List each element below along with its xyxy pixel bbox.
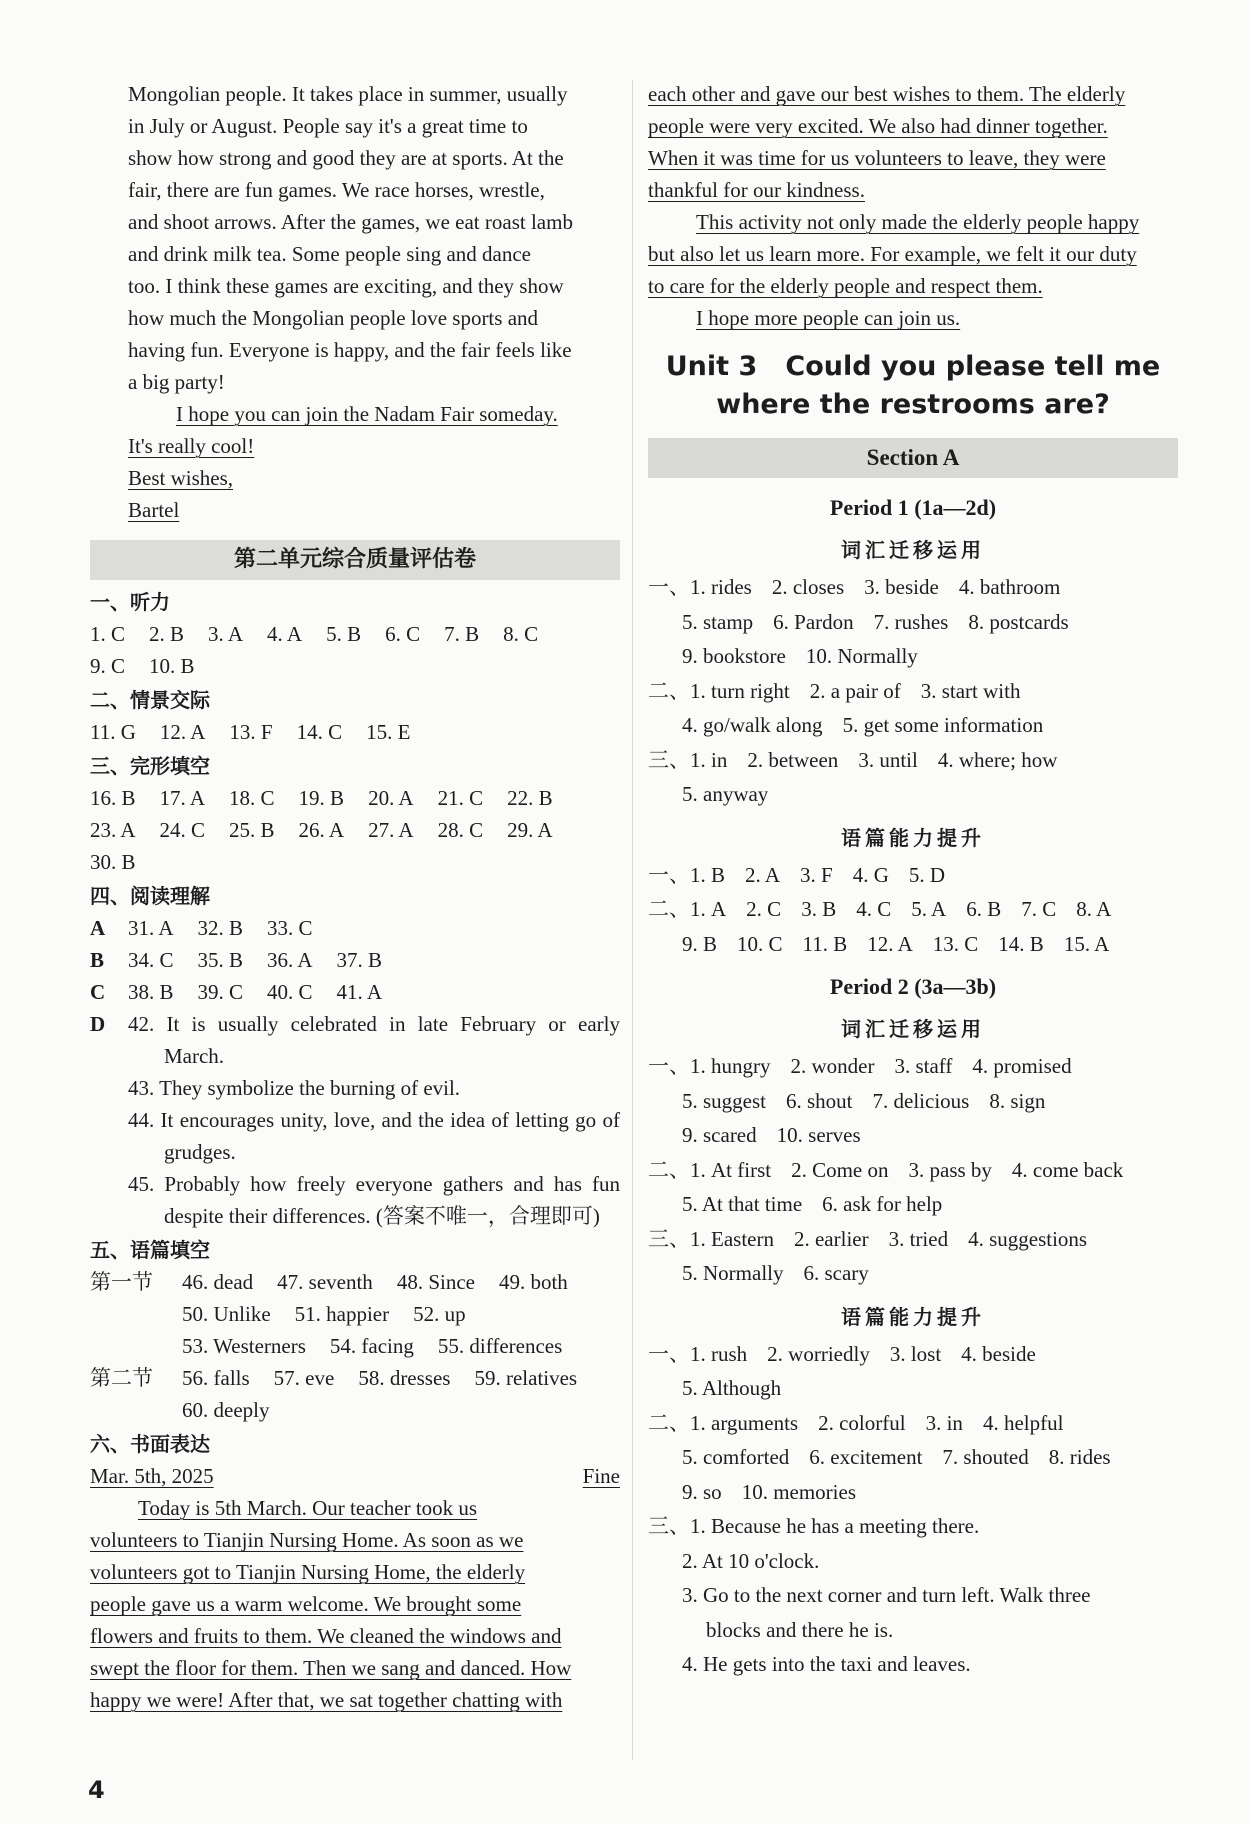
answer-row [648, 927, 1178, 962]
answer: 5. get some information [842, 713, 1044, 737]
answer: 5. Although [682, 1376, 782, 1400]
signature-text: Bartel [128, 498, 180, 522]
answer-row [648, 1371, 1178, 1406]
answer: 3. start with [920, 678, 1021, 703]
answer: 8. C [503, 622, 539, 646]
answer: 53. Westerners [182, 1334, 306, 1358]
closing-line [128, 398, 620, 430]
answer: 21. C [437, 786, 484, 810]
answer-row [648, 858, 1178, 893]
answer: 2. B [149, 622, 185, 646]
answer: 50. Unlike [182, 1302, 271, 1326]
answer-43: 43. They symbolize the burning of evil. [128, 1076, 461, 1100]
answer-row [648, 892, 1178, 927]
essay-body [90, 78, 620, 526]
category-title: 词汇迁移运用 [841, 1017, 985, 1041]
answer: 60. deeply [182, 1398, 270, 1422]
diary-line: happy we were! After that, we sat together chatting with [90, 1688, 563, 1712]
essay-line: in July or August. People say it's a great time to [128, 114, 528, 138]
answer: 4. promised [972, 1054, 1072, 1078]
answer-row [648, 1153, 1178, 1188]
diary-line: Today is 5th March. Our teacher took us [138, 1496, 478, 1520]
answer: 2. between [747, 747, 839, 772]
answer: 23. A [90, 818, 136, 842]
diary-date: Mar. 5th, 2025 [90, 1464, 214, 1488]
answer: 二、1. A [648, 897, 727, 921]
answer: 2. At 10 o'clock. [682, 1548, 820, 1573]
answer: 9. so [682, 1479, 722, 1504]
answer: 58. dresses [358, 1366, 451, 1390]
passage-d [90, 1008, 620, 1232]
answer: 22. B [507, 786, 553, 810]
answer: 6. excitement [809, 1445, 923, 1469]
answer: 8. rides [1048, 1445, 1111, 1469]
answer: 29. A [507, 818, 553, 842]
answer: 16. B [90, 786, 136, 810]
category-title: 语篇能力提升 [841, 825, 985, 850]
answer: 39. C [197, 980, 244, 1004]
essay-line: having fun. Everyone is happy, and the fair feels like [128, 338, 572, 362]
answer-row [648, 1118, 1178, 1153]
answer: 5. Normally [682, 1261, 784, 1285]
answer: 三、1. in [648, 747, 728, 772]
answer: 40. C [267, 980, 313, 1004]
diary-line: flowers and fruits to them. We cleaned the windows and [90, 1624, 562, 1648]
diary-line: When it was time for us volunteers to leave, they were [648, 146, 1106, 170]
answer-row [648, 743, 1178, 778]
period-title: Period 1 (1a—2d) [829, 495, 997, 520]
answer-row [648, 570, 1178, 605]
passage-label: A [90, 916, 106, 940]
answer: 34. C [128, 948, 174, 972]
answer: 24. C [159, 818, 206, 842]
answer: 5. comforted [682, 1445, 790, 1469]
answer-45: 45. Probably how freely everyone gathers and has fun despite their differences. (答案不唯一，合理即可) [128, 1172, 620, 1228]
answer-row [648, 777, 1178, 812]
answer: 30. B [90, 850, 136, 874]
answer: 一、1. hungry [648, 1054, 771, 1078]
answer: 3. staff [894, 1054, 953, 1078]
answer-row [648, 1440, 1178, 1475]
answer: 2. a pair of [809, 678, 901, 703]
section-title: 六、书面表达 [90, 1432, 210, 1456]
answer-row [90, 618, 620, 650]
answer: 46. dead [182, 1270, 254, 1294]
passage-label: B [90, 948, 105, 972]
diary-line: volunteers to Tianjin Nursing Home. As soon as we [90, 1528, 524, 1552]
answer-row [90, 650, 620, 682]
answer: 14. B [998, 931, 1044, 956]
jie-2-answers [182, 1362, 601, 1426]
answer: 15. A [1063, 931, 1110, 956]
answer: 25. B [229, 818, 275, 842]
answer: 2. earlier [793, 1226, 869, 1251]
answer: 19. B [298, 786, 345, 810]
answer: 4. helpful [982, 1410, 1064, 1435]
signoff [128, 462, 620, 494]
passage-label: D [90, 1012, 106, 1036]
section-title: 二、情景交际 [90, 688, 210, 712]
answer: 57. eve [273, 1366, 335, 1390]
answer: 一、1. rush [648, 1341, 748, 1366]
unit-title-line: Unit 3 Could you please tell me [665, 351, 1161, 382]
answer-row [648, 1084, 1178, 1119]
answer: 3. beside [864, 575, 939, 599]
answer: 一、1. B [648, 862, 726, 887]
answer: 38. B [128, 980, 174, 1004]
answer: 二、1. turn right [648, 678, 790, 703]
answer: 31. A [128, 916, 174, 940]
answer: 56. falls [182, 1366, 250, 1390]
answer: 6. ask for help [822, 1192, 943, 1216]
answer: 41. A [336, 980, 383, 1004]
answer: 4. bathroom [958, 575, 1061, 599]
jie-1 [90, 1266, 620, 1362]
answer-row [90, 846, 620, 878]
essay-line: a big party! [128, 370, 225, 394]
jie-label: 第二节 [90, 1366, 153, 1390]
answer: 55. differences [437, 1334, 563, 1358]
answer-42: 42. It is usually celebrated in late February or early March. [128, 1012, 620, 1068]
answer: 3. Go to the next corner and turn left. Walk three [682, 1583, 1091, 1607]
answer-row [648, 1613, 1178, 1648]
answer: 5. anyway [682, 782, 769, 806]
answer: 10. B [149, 654, 195, 678]
diary-line: to care for the elderly people and respect them. [648, 274, 1043, 298]
answer: 9. bookstore [682, 644, 786, 668]
answer: 54. facing [329, 1334, 414, 1358]
hope-text: I hope more people can join us. [696, 306, 961, 330]
answer-row [648, 639, 1178, 674]
answer: 48. Since [396, 1270, 475, 1294]
answer-row [182, 1266, 592, 1298]
answer: 28. C [437, 818, 484, 842]
answer: 1. C [90, 622, 126, 646]
jie-1-answers [182, 1266, 592, 1362]
diary-line: people were very excited. We also had dinner together. [648, 114, 1108, 138]
answer: 10. memories [741, 1479, 856, 1504]
answer: 5. stamp [682, 609, 754, 634]
answer-row [648, 1222, 1178, 1257]
essay-line: Mongolian people. It takes place in summer, usually [128, 82, 568, 106]
answer: 3. in [925, 1410, 963, 1435]
section-title: 三、完形填空 [90, 754, 210, 778]
passage-label: C [90, 980, 106, 1004]
answer-row [90, 716, 620, 748]
answer: 6. shout [786, 1088, 853, 1113]
answer: 27. A [368, 818, 414, 842]
answer: 2. colorful [818, 1410, 906, 1435]
answer-row [648, 1049, 1178, 1084]
answer: 8. postcards [968, 609, 1069, 634]
answer: 4. where; how [937, 747, 1058, 772]
answer: 2. C [746, 897, 782, 921]
answer: 32. B [197, 916, 244, 940]
answer: 6. scary [803, 1261, 869, 1285]
answer: 4. beside [961, 1341, 1036, 1366]
essay-line: how much the Mongolian people love sports and [128, 306, 539, 330]
answer: 8. A [1076, 897, 1112, 921]
answer: 3. pass by [908, 1157, 992, 1182]
answer-row [90, 814, 620, 846]
answer: 三、1. Eastern [648, 1226, 774, 1251]
passage-d-answers [128, 1008, 620, 1232]
answer: 10. C [737, 931, 783, 956]
answer-row [182, 1362, 601, 1394]
answer: 3. until [858, 747, 918, 772]
answer-44: 44. It encourages unity, love, and the idea of letting go of grudges. [128, 1108, 620, 1164]
answer: 2. A [745, 862, 781, 887]
answer: 7. delicious [872, 1088, 970, 1113]
answer: 2. closes [771, 575, 845, 599]
answer: 15. E [366, 720, 411, 744]
answer-row [648, 1544, 1178, 1579]
answer: 49. both [498, 1270, 568, 1294]
closing-line [128, 430, 620, 462]
answer: 5. D [908, 862, 946, 887]
diary-line [648, 302, 1178, 334]
answer: 9. B [682, 931, 718, 956]
answer: 二、1. At first [648, 1157, 772, 1182]
answer: 7. rushes [873, 609, 949, 634]
diary-body [90, 1492, 620, 1716]
answer-row [648, 1647, 1178, 1682]
answer-row [648, 1337, 1178, 1372]
answer: 3. F [800, 862, 833, 887]
answer: 20. A [368, 786, 414, 810]
answer-row [648, 708, 1178, 743]
section-title: 一、听力 [90, 590, 170, 614]
answer: 5. A [911, 897, 947, 921]
answer-row [648, 1578, 1178, 1613]
answer: 3. lost [889, 1341, 942, 1366]
answer: 12. A [867, 931, 913, 956]
column-divider [632, 80, 633, 1760]
section-title: 四、阅读理解 [90, 884, 210, 908]
answer: 35. B [197, 948, 244, 972]
answer: 7. B [444, 622, 480, 646]
essay-line: too. I think these games are exciting, and they show [128, 274, 564, 298]
answer: 3. tried [888, 1226, 949, 1251]
answer: 17. A [159, 786, 206, 810]
closing-text: It's really cool! [128, 434, 255, 458]
category-title: 词汇迁移运用 [841, 538, 985, 562]
jie-2 [90, 1362, 620, 1426]
answer: 12. A [159, 720, 206, 744]
answer: 9. scared [682, 1123, 757, 1147]
answer: 6. C [385, 622, 421, 646]
answer: 11. G [90, 720, 136, 744]
period-title: Period 2 (3a—3b) [829, 974, 997, 999]
category-title: 语篇能力提升 [841, 1304, 985, 1329]
answer: 4. suggestions [968, 1226, 1088, 1251]
answer: 9. C [90, 654, 126, 678]
section-bar: Section A [648, 438, 1178, 478]
answer: 3. B [801, 897, 837, 921]
answer: 36. A [267, 948, 313, 972]
answer: 5. At that time [682, 1192, 803, 1216]
answer: 10. Normally [805, 644, 918, 668]
answer: 2. Come on [791, 1157, 889, 1182]
answer: 4. C [856, 897, 892, 921]
answer-row [90, 976, 620, 1008]
answer: 51. happier [294, 1302, 390, 1326]
signature [128, 494, 620, 526]
answer-row [648, 1256, 1178, 1291]
answer: 4. A [267, 622, 303, 646]
answer: 8. sign [989, 1088, 1046, 1113]
answer: 14. C [296, 720, 343, 744]
diary-continuation [648, 78, 1178, 334]
answer: 5. suggest [682, 1088, 766, 1113]
diary-weather: Fine [582, 1464, 620, 1488]
answer: 6. Pardon [773, 609, 854, 634]
right-column [648, 78, 1178, 1682]
answer: 二、1. arguments [648, 1410, 799, 1435]
essay-line: and shoot arrows. After the games, we eat roast lamb [128, 210, 573, 234]
answer-row [648, 674, 1178, 709]
answer-row [182, 1298, 592, 1330]
answer: 33. C [267, 916, 313, 940]
answer: 3. A [208, 622, 244, 646]
answer-row [648, 1509, 1178, 1544]
page-number: 4 [88, 1776, 105, 1804]
answer: 52. up [413, 1302, 466, 1326]
answer-row [648, 1475, 1178, 1510]
answer: 三、1. Because he has a meeting there. [648, 1514, 980, 1538]
answer: 26. A [298, 818, 345, 842]
answer: 37. B [336, 948, 383, 972]
answer: 2. worriedly [767, 1341, 870, 1366]
unit-title-line: where the restrooms are? [716, 389, 1110, 420]
answer-row [648, 1406, 1178, 1441]
essay-line: fair, there are fun games. We race horses, wrestle, [128, 178, 545, 202]
answer: 4. come back [1011, 1157, 1124, 1182]
answer: blocks and there he is. [706, 1617, 894, 1642]
left-column [90, 78, 620, 1716]
exam-title: 第二单元综合质量评估卷 [90, 540, 620, 580]
answer: 4. go/walk along [682, 713, 823, 737]
diary-line: This activity not only made the elderly people happy [696, 210, 1140, 234]
diary-line: swept the floor for them. Then we sang and danced. How [90, 1656, 572, 1680]
answer-row [648, 605, 1178, 640]
essay-line: show how strong and good they are at sports. At the [128, 146, 564, 170]
jie-label: 第一节 [90, 1270, 153, 1294]
answer: 一、1. rides [648, 575, 752, 599]
diary-line: thankful for our kindness. [648, 178, 865, 202]
diary-line: people gave us a warm welcome. We brought some [90, 1592, 522, 1616]
answer: 5. B [326, 622, 362, 646]
answer: 7. C [1021, 897, 1057, 921]
answer-row [90, 782, 620, 814]
diary-line: each other and gave our best wishes to them. The elderly [648, 82, 1126, 106]
answer: 11. B [802, 931, 848, 956]
answer: 4. He gets into the taxi and leaves. [682, 1652, 971, 1676]
answer: 13. C [932, 931, 979, 956]
answer-row [90, 944, 620, 976]
answer-row [182, 1394, 601, 1426]
answer-row [648, 1187, 1178, 1222]
essay-line: and drink milk tea. Some people sing and dance [128, 242, 531, 266]
answer: 6. B [966, 897, 1002, 921]
answer: 59. relatives [474, 1366, 578, 1390]
diary-header [90, 1460, 620, 1492]
answer: 2. wonder [790, 1054, 875, 1078]
signoff-text: Best wishes, [128, 466, 233, 490]
answer: 10. serves [776, 1123, 861, 1147]
answer-row [90, 912, 620, 944]
diary-line: volunteers got to Tianjin Nursing Home, the elderly [90, 1560, 526, 1584]
unit-title [648, 348, 1178, 424]
section-title: 五、语篇填空 [90, 1238, 210, 1262]
diary-line: but also let us learn more. For example, we felt it our duty [648, 242, 1137, 266]
answer: 18. C [229, 786, 275, 810]
answer: 47. seventh [277, 1270, 373, 1294]
answer: 7. shouted [942, 1445, 1029, 1469]
answer: 13. F [229, 720, 273, 744]
answer-row [182, 1330, 592, 1362]
answer: 4. G [852, 862, 889, 887]
closing-text: I hope you can join the Nadam Fair someday. [176, 402, 558, 426]
